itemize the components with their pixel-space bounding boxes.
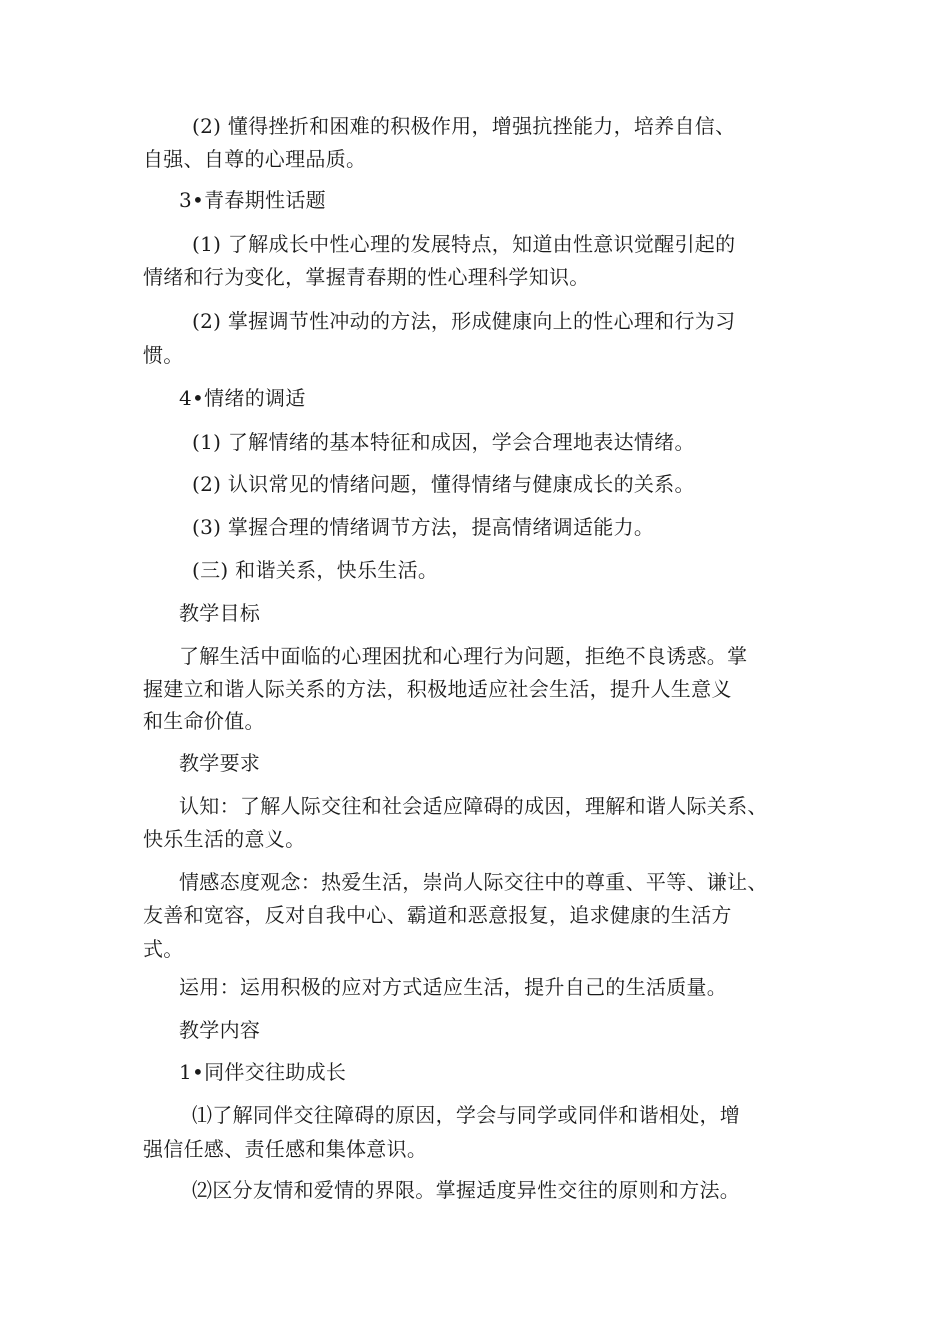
- text-line: 了解生活中面临的心理困扰和心理行为问题，拒绝不良诱惑。掌: [179, 644, 748, 668]
- section-heading: 4•情绪的调适: [179, 386, 306, 410]
- text-line: 情绪和行为变化，掌握青春期的性心理科学知识。: [143, 265, 590, 289]
- text-line: 运用：运用积极的应对方式适应生活，提升自己的生活质量。: [179, 975, 728, 999]
- text-line: 惯。: [143, 343, 184, 367]
- text-line: 和生命价值。: [143, 709, 265, 733]
- text-line: (1) 了解情绪的基本特征和成因，学会合理地表达情绪。: [192, 430, 695, 454]
- subheading: 教学目标: [179, 601, 261, 625]
- text-line: 情感态度观念：热爱生活，崇尚人际交往中的尊重、平等、谦让、: [179, 870, 768, 894]
- text-line: 自强、自尊的心理品质。: [143, 147, 367, 171]
- text-line: 快乐生活的意义。: [143, 827, 306, 851]
- subheading: 教学要求: [179, 751, 261, 775]
- text-line: 握建立和谐人际关系的方法，积极地适应社会生活，提升人生意义: [143, 677, 732, 701]
- text-line: (2) 懂得挫折和困难的积极作用，增强抗挫能力，培养自信、: [192, 114, 736, 138]
- text-line: (2) 掌握调节性冲动的方法，形成健康向上的性心理和行为习: [192, 309, 736, 333]
- text-line: 友善和宽容，反对自我中心、霸道和恶意报复，追求健康的生活方: [143, 903, 732, 927]
- section-heading: 3•青春期性话题: [179, 188, 326, 212]
- text-line: ⑴了解同伴交往障碍的原因，学会与同学或同伴和谐相处，增: [192, 1103, 741, 1127]
- subheading: 教学内容: [179, 1018, 261, 1042]
- text-line: ⑵区分友情和爱情的界限。掌握适度异性交往的原则和方法。: [192, 1178, 741, 1202]
- text-line: 式。: [143, 937, 184, 961]
- text-line: (3) 掌握合理的情绪调节方法，提高情绪调适能力。: [192, 515, 655, 539]
- text-line: 强信任感、责任感和集体意识。: [143, 1137, 428, 1161]
- text-line: (1) 了解成长中性心理的发展特点，知道由性意识觉醒引起的: [192, 232, 736, 256]
- text-line: (2) 认识常见的情绪问题，懂得情绪与健康成长的关系。: [192, 472, 695, 496]
- section-heading: 1•同伴交往助成长: [179, 1060, 347, 1084]
- text-line: 认知：了解人际交往和社会适应障碍的成因，理解和谐人际关系、: [179, 794, 768, 818]
- section-heading: (三) 和谐关系，快乐生活。: [192, 558, 439, 582]
